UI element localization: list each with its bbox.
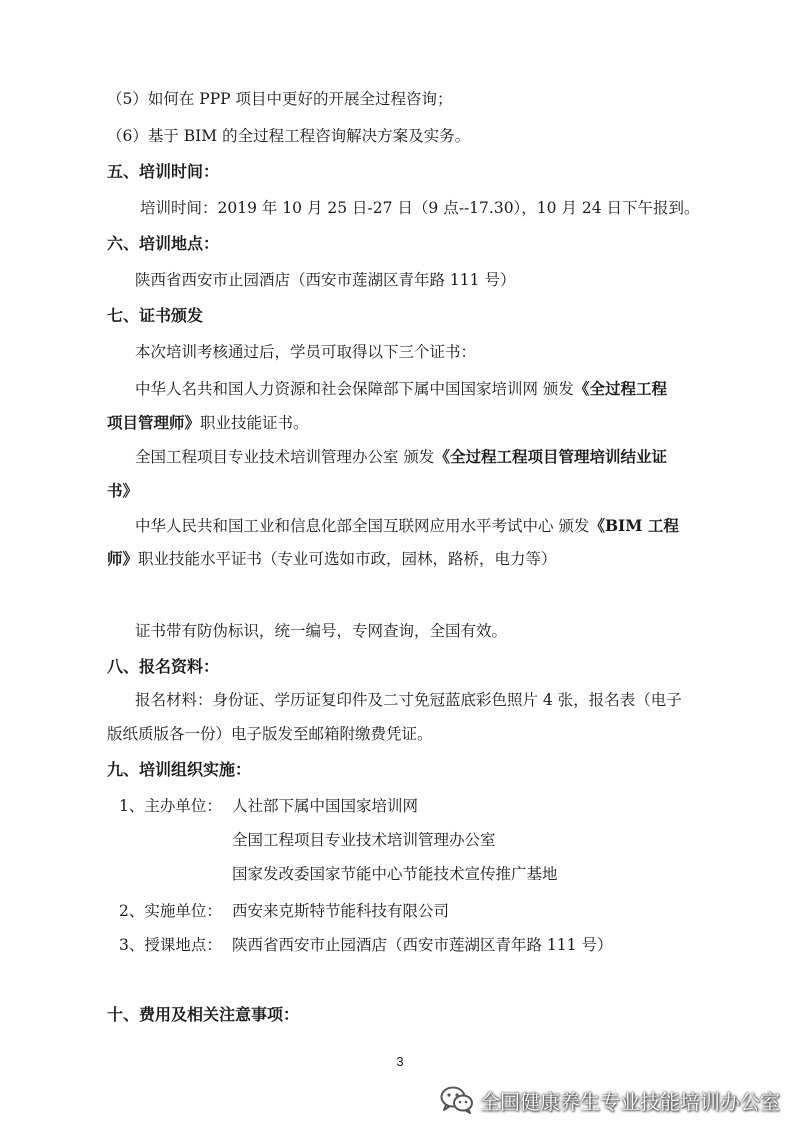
- item-6: （6）基于 BIM 的全过程工程咨询解决方案及实务。: [107, 127, 471, 145]
- organizer-3: 国家发改委国家节能中心节能技术宣传推广基地: [232, 865, 558, 883]
- certificate-2-issuer: 全国工程项目专业技术培训管理办公室 颁发: [135, 448, 435, 466]
- certificate-2-title-part2: 书》: [107, 481, 139, 500]
- page-number: 3: [396, 1054, 404, 1069]
- heading-training-time: 五、培训时间：: [107, 162, 220, 181]
- organizer-1: 人社部下属中国国家培训网: [232, 797, 419, 815]
- certificate-1-line-2: [107, 412, 309, 434]
- certificate-1-title-part2: 项目管理师》: [107, 413, 201, 432]
- heading-fees: 十、费用及相关注意事项：: [107, 1005, 300, 1024]
- item-5: （5）如何在 PPP 项目中更好的开展全过程咨询；: [107, 90, 453, 108]
- training-location-text: 陕西省西安市止园酒店（西安市莲湖区青年路 111 号）: [135, 271, 516, 289]
- certificate-1-issuer: 中华人名共和国人力资源和社会保障部下属中国国家培训网 颁发: [135, 380, 574, 398]
- organizer-label: 1、主办单位：: [119, 797, 222, 815]
- registration-text-2: 版纸质版各一份）电子版发至邮箱附缴费凭证。: [107, 725, 433, 743]
- implementer-label: 2、实施单位：: [119, 902, 222, 920]
- certificate-3-line-1: [135, 515, 679, 537]
- venue-value: 陕西省西安市止园酒店（西安市莲湖区青年路 111 号）: [232, 936, 613, 954]
- certificate-1-title-part1: 《全过程工程: [573, 379, 667, 398]
- registration-text-1: 报名材料：身份证、学历证复印件及二寸免冠蓝底彩色照片 4 张，报名表（电子: [135, 691, 682, 709]
- certificate-note: 证书带有防伪标识，统一编号，专网查询，全国有效。: [135, 622, 508, 640]
- watermark-text: 全国健康养生专业技能培训办公室: [480, 1089, 780, 1114]
- certificate-2-line-1: [135, 446, 667, 468]
- certificate-3-title-part1: 《BIM 工程: [589, 516, 679, 535]
- implementer-value: 西安来克斯特节能科技有限公司: [232, 902, 450, 920]
- certificate-2-title-part1: 《全过程工程项目管理培训结业证: [434, 447, 667, 466]
- certificate-3-line-2: [107, 548, 557, 570]
- certificate-3-suffix: 职业技能水平证书（专业可选如市政，园林，路桥，电力等）: [138, 550, 557, 568]
- venue-label: 3、授课地点：: [119, 936, 222, 954]
- watermark: [440, 1082, 780, 1118]
- training-time-text: 培训时间：2019 年 10 月 25 日-27 日（9 点--17.30），10 月 24 日下午报到。: [140, 199, 700, 217]
- certificate-3-issuer: 中华人民共和国工业和信息化部全国互联网应用水平考试中心 颁发: [135, 517, 590, 535]
- heading-training-location: 六、培训地点：: [107, 234, 220, 253]
- heading-registration: 八、报名资料：: [107, 657, 220, 676]
- wechat-icon: [440, 1086, 474, 1114]
- certificate-3-title-part2: 师》: [107, 549, 139, 568]
- heading-organization: 九、培训组织实施：: [107, 760, 252, 779]
- organizer-2: 全国工程项目专业技术培训管理办公室: [232, 831, 496, 849]
- heading-certificates: 七、证书颁发: [107, 306, 204, 325]
- certificate-1-line-1: [135, 378, 667, 400]
- certificates-intro: 本次培训考核通过后，学员可取得以下三个证书：: [135, 343, 477, 361]
- certificate-1-suffix: 职业技能证书。: [200, 414, 309, 432]
